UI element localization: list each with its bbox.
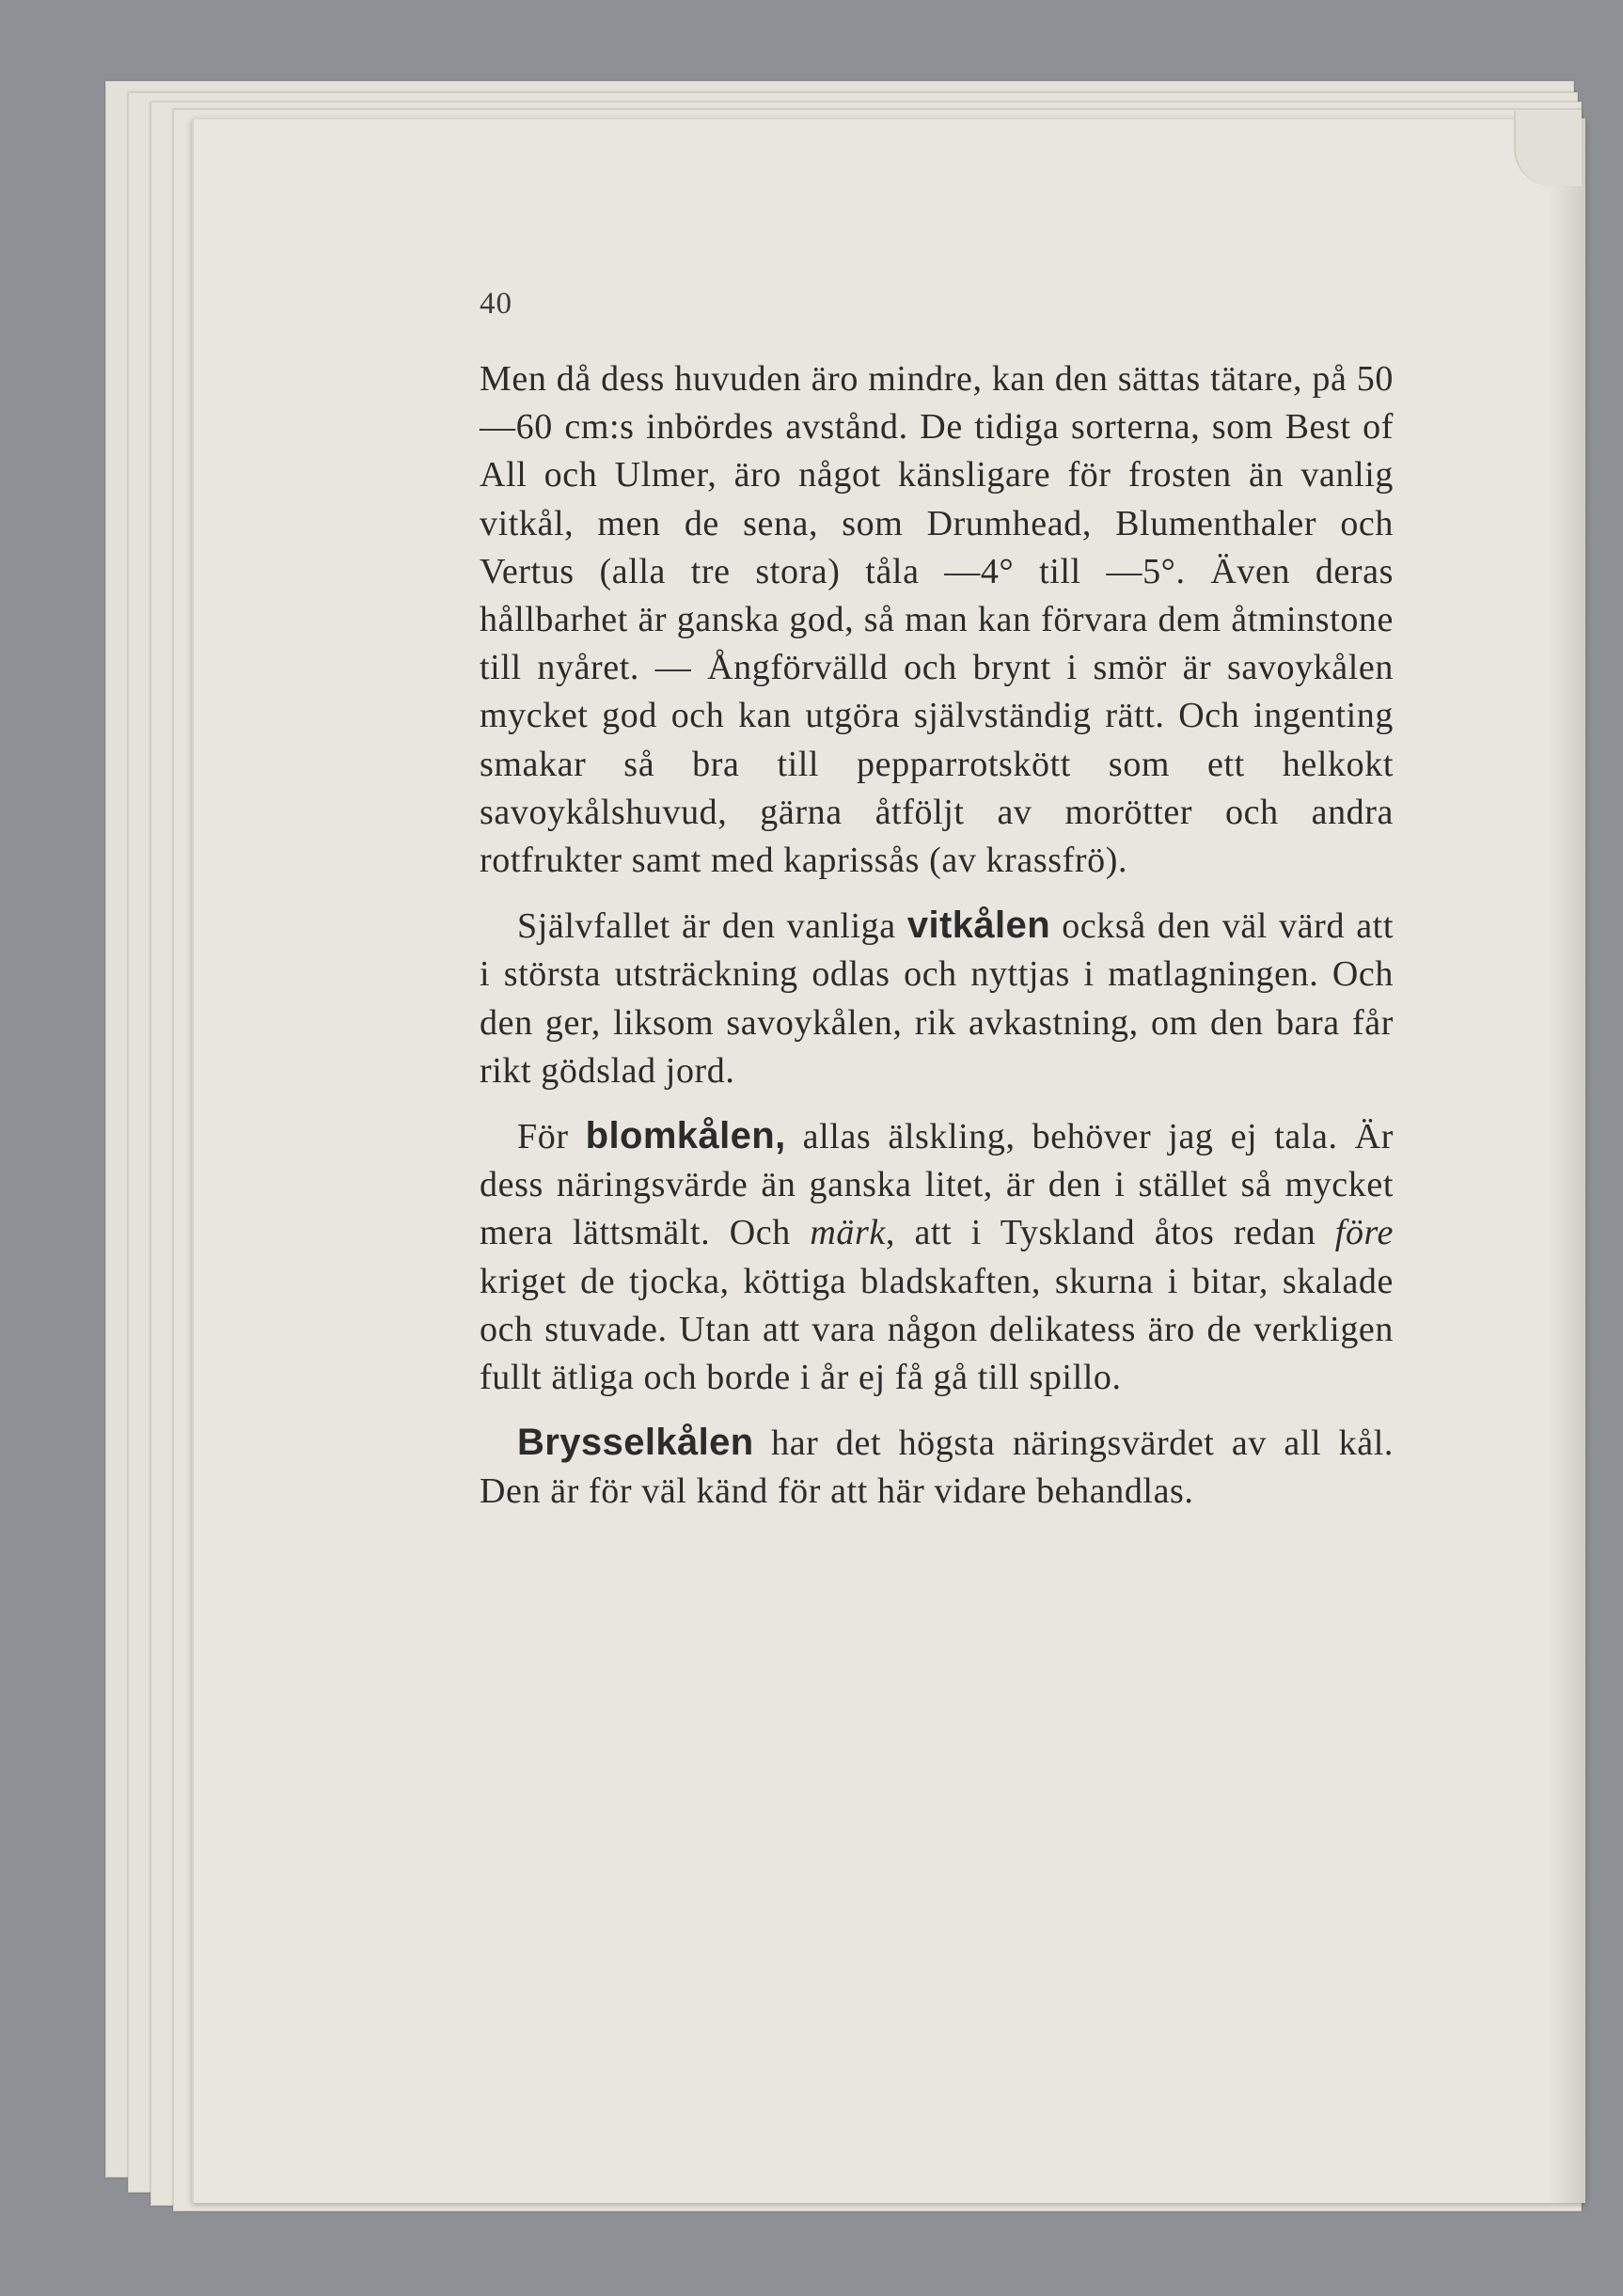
- paragraph: [480, 1112, 1394, 1402]
- paragraph: [480, 355, 1394, 885]
- section-keyword: blomkålen,: [585, 1115, 786, 1157]
- paragraph: [480, 902, 1394, 1095]
- paragraph-text: Självfallet är den vanliga: [517, 906, 907, 947]
- paragraph-text: Men då dess huvuden äro mindre, kan den sättas tätare, på 50—60 cm:s inbördes avstånd. De tidiga sorterna, som Best of All och Ulmer, äro något känsligare för frosten än vanlig vitkål, men de sena, som Drumhead, Blumenthaler och Vertus (alla tre stora) tåla —4° till —5°. Även deras hållbarhet är ganska god, så man kan förvara dem åtminstone till nyåret. — Ångförvälld och brynt i smör är savoykålen mycket god och kan utgöra självständig rätt. Och ingenting smakar så bra till pepparrotskött som ett helkokt savoykålshuvud, gärna åtföljt av morötter och andra rotfrukter samt med kaprissås (av krassfrö).: [480, 359, 1394, 881]
- emphasis-text: före: [1334, 1213, 1394, 1253]
- section-keyword: vitkålen: [906, 904, 1051, 947]
- page-edge-shadow: [1548, 119, 1585, 2203]
- paragraph: [480, 1419, 1394, 1516]
- paragraph-text: , att i Tyskland åtos redan: [885, 1213, 1335, 1253]
- section-keyword: Brysselkålen: [517, 1422, 754, 1464]
- page-number: 40: [480, 287, 512, 321]
- body-text: [480, 355, 1394, 1517]
- paragraph-text: kriget de tjocka, köttiga bladskaften, skurna i bitar, skalade och stuvade. Utan att vara någon delikatess äro de verkligen fullt ätliga och borde i år ej få gå till spillo.: [480, 1261, 1394, 1398]
- paragraph-text: För: [517, 1117, 586, 1157]
- paragraph-text: allas älskling, behöver jag ej tala. Är dess näringsvärde än ganska litet, är den i stället så mycket mera lättsmält. Och: [480, 1117, 1394, 1253]
- paragraph-text: också den väl värd att i största utsträckning odlas och nyttjas i matlagningen. Och den ger, liksom savoykålen, rik avkastning, om den bara får rikt gödslad jord.: [480, 906, 1394, 1091]
- emphasis-text: märk: [810, 1213, 886, 1253]
- torn-page-corner: [1514, 111, 1582, 186]
- paragraph-text: har det högsta näringsvärdet av all kål. Den är för väl känd för att här vidare behandlas.: [480, 1423, 1394, 1512]
